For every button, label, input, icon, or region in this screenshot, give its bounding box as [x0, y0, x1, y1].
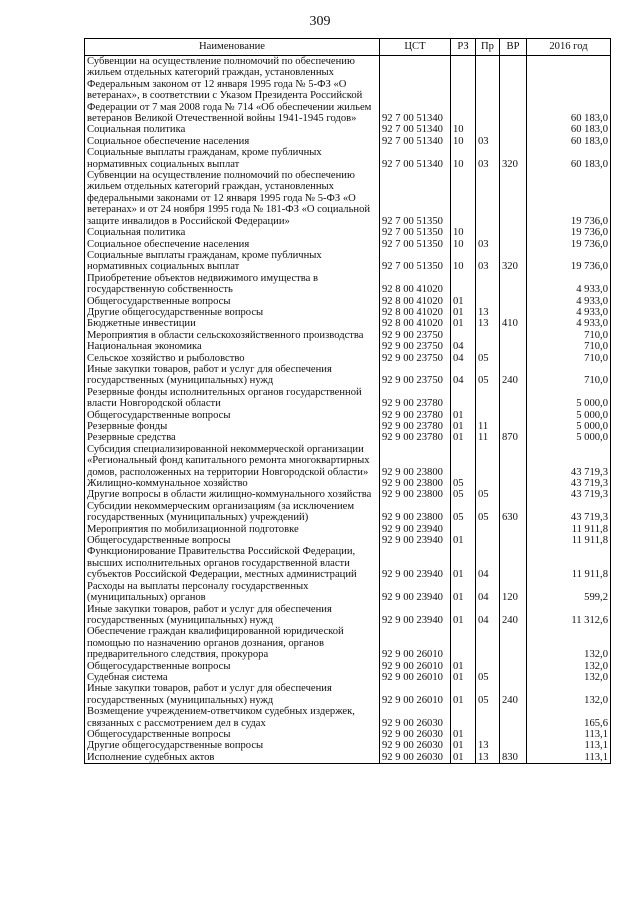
row-name: Бюджетные инвестиции [85, 318, 380, 329]
row-amount: 11 911,8 [527, 535, 611, 546]
row-pr [476, 330, 500, 341]
table-row [85, 752, 611, 764]
table-row [85, 432, 611, 443]
row-rz: 05 [451, 501, 476, 524]
row-cst: 92 9 00 23800 [380, 489, 451, 500]
row-cst: 92 9 00 23940 [380, 535, 451, 546]
row-cst: 92 9 00 23750 [380, 353, 451, 364]
row-vr: 410 [500, 318, 527, 329]
row-name: Национальная экономика [85, 341, 380, 352]
row-name: Иные закупки товаров, работ и услуг для обеспечения государственных (муниципальных) нужд [85, 364, 380, 387]
row-pr [476, 341, 500, 352]
row-amount: 710,0 [527, 341, 611, 352]
row-amount: 4 933,0 [527, 296, 611, 307]
row-amount: 132,0 [527, 661, 611, 672]
row-pr [476, 170, 500, 227]
row-rz: 01 [451, 296, 476, 307]
row-amount: 19 736,0 [527, 250, 611, 273]
table-row [85, 136, 611, 147]
row-pr [476, 227, 500, 238]
row-name: Сельское хозяйство и рыболовство [85, 353, 380, 364]
row-vr [500, 136, 527, 147]
page-number: 309 [309, 14, 331, 29]
table-row [85, 307, 611, 318]
row-name: Возмещение учреждением-ответчиком судебных издержек, связанных с рассмотрением дел в судах [85, 706, 380, 729]
table-row [85, 535, 611, 546]
row-amount: 43 719,3 [527, 489, 611, 500]
row-vr: 830 [500, 752, 527, 764]
row-cst: 92 9 00 23800 [380, 478, 451, 489]
row-amount: 132,0 [527, 626, 611, 660]
row-amount: 5 000,0 [527, 410, 611, 421]
row-vr [500, 239, 527, 250]
row-amount: 165,6 [527, 706, 611, 729]
row-vr [500, 661, 527, 672]
row-amount: 11 911,8 [527, 546, 611, 580]
row-rz: 01 [451, 604, 476, 627]
row-name: Судебная система [85, 672, 380, 683]
row-amount: 5 000,0 [527, 387, 611, 410]
table-row [85, 706, 611, 729]
row-amount: 132,0 [527, 672, 611, 683]
row-rz: 10 [451, 250, 476, 273]
row-rz: 10 [451, 124, 476, 135]
row-vr [500, 524, 527, 535]
table-row [85, 170, 611, 227]
row-name: Функционирование Правительства Российской Федерации, высших исполнительных органов государственной власти субъектов Российской Федерации, местных администраций [85, 546, 380, 580]
table-row [85, 227, 611, 238]
row-amount: 5 000,0 [527, 421, 611, 432]
row-vr [500, 353, 527, 364]
row-cst: 92 7 00 51340 [380, 147, 451, 170]
row-rz: 01 [451, 752, 476, 764]
row-cst: 92 9 00 23940 [380, 546, 451, 580]
row-vr: 240 [500, 364, 527, 387]
row-rz: 04 [451, 353, 476, 364]
row-pr: 03 [476, 250, 500, 273]
header-year: 2016 год [527, 39, 611, 56]
table-row [85, 56, 611, 125]
row-pr [476, 56, 500, 125]
row-vr [500, 56, 527, 125]
row-name: Социальное обеспечение населения [85, 239, 380, 250]
row-rz [451, 626, 476, 660]
row-rz: 01 [451, 729, 476, 740]
row-rz: 10 [451, 136, 476, 147]
row-rz: 01 [451, 740, 476, 751]
row-pr: 05 [476, 364, 500, 387]
row-rz: 01 [451, 307, 476, 318]
row-cst: 92 9 00 26010 [380, 672, 451, 683]
row-cst: 92 7 00 51340 [380, 56, 451, 125]
row-pr [476, 387, 500, 410]
row-pr [476, 729, 500, 740]
header-rz: РЗ [451, 39, 476, 56]
table-row [85, 626, 611, 660]
row-rz: 04 [451, 364, 476, 387]
table-row [85, 250, 611, 273]
row-rz: 04 [451, 341, 476, 352]
row-pr [476, 524, 500, 535]
row-vr [500, 478, 527, 489]
row-name: Другие общегосударственные вопросы [85, 307, 380, 318]
row-rz: 01 [451, 581, 476, 604]
table-row [85, 501, 611, 524]
row-amount: 60 183,0 [527, 136, 611, 147]
row-amount: 710,0 [527, 364, 611, 387]
row-vr [500, 273, 527, 296]
table-row [85, 661, 611, 672]
row-rz: 01 [451, 535, 476, 546]
row-pr [476, 626, 500, 660]
row-pr: 04 [476, 581, 500, 604]
row-amount: 60 183,0 [527, 56, 611, 125]
row-cst: 92 9 00 26030 [380, 706, 451, 729]
row-rz [451, 273, 476, 296]
row-vr [500, 444, 527, 478]
row-pr: 05 [476, 501, 500, 524]
row-name: Субвенции на осуществление полномочий по обеспечению жильем отдельных категорий граждан, установленных федеральными законами от 12 января 1995 года № 5-ФЗ «О ветеранах» и от 24 ноября 1995 года № 181-ФЗ «О социальной защите инвалидов в Российской Федерации» [85, 170, 380, 227]
row-cst: 92 8 00 41020 [380, 296, 451, 307]
row-rz [451, 706, 476, 729]
row-name: Резервные фонды исполнительных органов государственной власти Новгородской области [85, 387, 380, 410]
row-vr [500, 706, 527, 729]
row-rz: 01 [451, 546, 476, 580]
row-name: Социальные выплаты гражданам, кроме публичных нормативных социальных выплат [85, 147, 380, 170]
table-row [85, 489, 611, 500]
row-cst: 92 9 00 23750 [380, 364, 451, 387]
row-pr [476, 296, 500, 307]
table-row [85, 524, 611, 535]
row-rz: 01 [451, 683, 476, 706]
budget-table [84, 38, 611, 764]
table-row [85, 364, 611, 387]
row-cst: 92 9 00 26010 [380, 661, 451, 672]
row-vr [500, 672, 527, 683]
row-vr: 630 [500, 501, 527, 524]
row-amount: 19 736,0 [527, 170, 611, 227]
row-cst: 92 9 00 23780 [380, 410, 451, 421]
table-row [85, 387, 611, 410]
table-row [85, 581, 611, 604]
row-vr [500, 729, 527, 740]
row-cst: 92 9 00 23750 [380, 341, 451, 352]
row-name: Другие вопросы в области жилищно-коммунального хозяйства [85, 489, 380, 500]
row-name: Общегосударственные вопросы [85, 729, 380, 740]
row-name: Жилищно-коммунальное хозяйство [85, 478, 380, 489]
row-cst: 92 9 00 23800 [380, 444, 451, 478]
row-vr [500, 227, 527, 238]
row-cst: 92 9 00 23780 [380, 387, 451, 410]
row-vr [500, 296, 527, 307]
row-cst: 92 9 00 23750 [380, 330, 451, 341]
table-row [85, 330, 611, 341]
row-vr [500, 387, 527, 410]
row-name: Общегосударственные вопросы [85, 535, 380, 546]
row-name: Другие общегосударственные вопросы [85, 740, 380, 751]
row-amount: 60 183,0 [527, 124, 611, 135]
row-amount: 60 183,0 [527, 147, 611, 170]
row-pr [476, 535, 500, 546]
table-row [85, 478, 611, 489]
table-row [85, 239, 611, 250]
row-rz [451, 387, 476, 410]
row-name: Общегосударственные вопросы [85, 296, 380, 307]
row-cst: 92 7 00 51350 [380, 227, 451, 238]
row-pr [476, 661, 500, 672]
row-pr: 05 [476, 489, 500, 500]
row-amount: 5 000,0 [527, 432, 611, 443]
row-name: Иные закупки товаров, работ и услуг для обеспечения государственных (муниципальных) нужд [85, 683, 380, 706]
table-row [85, 353, 611, 364]
row-amount: 19 736,0 [527, 227, 611, 238]
table-row [85, 444, 611, 478]
table-body [85, 56, 611, 764]
row-name: Мероприятия по мобилизационной подготовке [85, 524, 380, 535]
row-name: Общегосударственные вопросы [85, 661, 380, 672]
row-pr: 13 [476, 318, 500, 329]
row-name: Приобретение объектов недвижимого имущества в государственную собственность [85, 273, 380, 296]
row-rz: 05 [451, 478, 476, 489]
row-vr [500, 489, 527, 500]
row-name: Иные закупки товаров, работ и услуг для обеспечения государственных (муниципальных) нужд [85, 604, 380, 627]
row-rz: 01 [451, 410, 476, 421]
row-amount: 43 719,3 [527, 478, 611, 489]
row-name: Социальная политика [85, 124, 380, 135]
row-name: Резервные средства [85, 432, 380, 443]
row-cst: 92 7 00 51350 [380, 239, 451, 250]
row-amount: 4 933,0 [527, 307, 611, 318]
row-amount: 710,0 [527, 353, 611, 364]
row-cst: 92 9 00 26030 [380, 740, 451, 751]
row-amount: 11 312,6 [527, 604, 611, 627]
row-pr: 03 [476, 136, 500, 147]
row-pr: 03 [476, 239, 500, 250]
table-row [85, 546, 611, 580]
row-vr: 870 [500, 432, 527, 443]
row-pr [476, 706, 500, 729]
row-amount: 132,0 [527, 683, 611, 706]
row-amount: 43 719,3 [527, 501, 611, 524]
table-row [85, 296, 611, 307]
row-cst: 92 9 00 26010 [380, 626, 451, 660]
row-name: Мероприятия в области сельскохозяйственного производства [85, 330, 380, 341]
row-cst: 92 7 00 51350 [380, 250, 451, 273]
row-name: Социальная политика [85, 227, 380, 238]
table-row [85, 604, 611, 627]
row-vr [500, 546, 527, 580]
header-pr: Пр [476, 39, 500, 56]
row-name: Субвенции на осуществление полномочий по обеспечению жильем отдельных категорий граждан, установленных Федеральным законом от 12 января 1995 года № 5-ФЗ «О ветеранах», в соответствии с Указом Президента Российской Федерации от 7 мая 2008 года № 714 «Об обеспечении жильем ветеранов Великой Отечественной войны 1941-1945 годов» [85, 56, 380, 125]
row-pr: 04 [476, 604, 500, 627]
row-pr [476, 444, 500, 478]
table-row [85, 421, 611, 432]
row-name: Резервные фонды [85, 421, 380, 432]
table-row [85, 683, 611, 706]
row-pr: 13 [476, 307, 500, 318]
row-vr [500, 740, 527, 751]
table-row [85, 318, 611, 329]
row-pr [476, 410, 500, 421]
row-vr [500, 124, 527, 135]
row-pr [476, 124, 500, 135]
row-cst: 92 9 00 23940 [380, 524, 451, 535]
row-cst: 92 8 00 41020 [380, 273, 451, 296]
row-amount: 43 719,3 [527, 444, 611, 478]
row-amount: 113,1 [527, 740, 611, 751]
table-row [85, 729, 611, 740]
table-row [85, 410, 611, 421]
row-name: Обеспечение граждан квалифицированной юридической помощью по назначению органов дознания, органов предварительного следствия, прокурора [85, 626, 380, 660]
row-vr [500, 535, 527, 546]
row-rz: 10 [451, 239, 476, 250]
row-name: Расходы на выплаты персоналу государственных (муниципальных) органов [85, 581, 380, 604]
row-pr [476, 478, 500, 489]
row-name: Социальные выплаты гражданам, кроме публичных нормативных социальных выплат [85, 250, 380, 273]
row-rz: 01 [451, 421, 476, 432]
row-rz: 01 [451, 661, 476, 672]
row-cst: 92 9 00 23780 [380, 421, 451, 432]
row-rz: 05 [451, 489, 476, 500]
row-cst: 92 7 00 51350 [380, 170, 451, 227]
row-amount: 11 911,8 [527, 524, 611, 535]
table-row [85, 672, 611, 683]
table-row [85, 124, 611, 135]
row-amount: 113,1 [527, 729, 611, 740]
table-row [85, 740, 611, 751]
row-pr: 13 [476, 752, 500, 764]
row-name: Исполнение судебных актов [85, 752, 380, 764]
row-cst: 92 7 00 51340 [380, 136, 451, 147]
table-row [85, 147, 611, 170]
row-cst: 92 9 00 23780 [380, 432, 451, 443]
row-vr [500, 410, 527, 421]
row-pr: 11 [476, 432, 500, 443]
row-rz: 10 [451, 147, 476, 170]
row-amount: 4 933,0 [527, 318, 611, 329]
row-rz [451, 170, 476, 227]
row-vr [500, 341, 527, 352]
row-vr: 320 [500, 147, 527, 170]
row-vr: 120 [500, 581, 527, 604]
row-rz: 01 [451, 318, 476, 329]
row-rz [451, 56, 476, 125]
row-vr: 320 [500, 250, 527, 273]
row-name: Субсидия специализированной некоммерческой организации «Региональный фонд капитального ремонта многоквартирных домов, расположенных на территории Новгородской области» [85, 444, 380, 478]
row-pr: 05 [476, 683, 500, 706]
row-name: Общегосударственные вопросы [85, 410, 380, 421]
row-cst: 92 9 00 26030 [380, 729, 451, 740]
row-cst: 92 8 00 41020 [380, 318, 451, 329]
row-pr: 13 [476, 740, 500, 751]
row-cst: 92 9 00 23940 [380, 604, 451, 627]
row-amount: 19 736,0 [527, 239, 611, 250]
row-amount: 113,1 [527, 752, 611, 764]
row-vr: 240 [500, 683, 527, 706]
row-rz: 01 [451, 432, 476, 443]
row-amount: 4 933,0 [527, 273, 611, 296]
row-cst: 92 9 00 26030 [380, 752, 451, 764]
row-pr: 11 [476, 421, 500, 432]
row-amount: 710,0 [527, 330, 611, 341]
row-amount: 599,2 [527, 581, 611, 604]
row-rz: 10 [451, 227, 476, 238]
row-vr [500, 330, 527, 341]
row-rz [451, 444, 476, 478]
row-vr: 240 [500, 604, 527, 627]
row-rz [451, 524, 476, 535]
header-vr: ВР [500, 39, 527, 56]
row-rz [451, 330, 476, 341]
row-vr [500, 421, 527, 432]
row-cst: 92 9 00 26010 [380, 683, 451, 706]
table-row [85, 273, 611, 296]
row-vr [500, 626, 527, 660]
table-row [85, 341, 611, 352]
row-cst: 92 9 00 23800 [380, 501, 451, 524]
row-vr [500, 307, 527, 318]
row-cst: 92 7 00 51340 [380, 124, 451, 135]
row-pr [476, 273, 500, 296]
row-name: Субсидии некоммерческим организациям (за исключением государственных (муниципальных) учреждений) [85, 501, 380, 524]
row-name: Социальное обеспечение населения [85, 136, 380, 147]
table-header [85, 39, 611, 56]
row-pr: 03 [476, 147, 500, 170]
header-cst: ЦСТ [380, 39, 451, 56]
row-cst: 92 9 00 23940 [380, 581, 451, 604]
row-cst: 92 8 00 41020 [380, 307, 451, 318]
row-rz: 01 [451, 672, 476, 683]
row-pr: 04 [476, 546, 500, 580]
header-name: Наименование [85, 39, 380, 56]
row-pr: 05 [476, 353, 500, 364]
row-vr [500, 170, 527, 227]
row-pr: 05 [476, 672, 500, 683]
